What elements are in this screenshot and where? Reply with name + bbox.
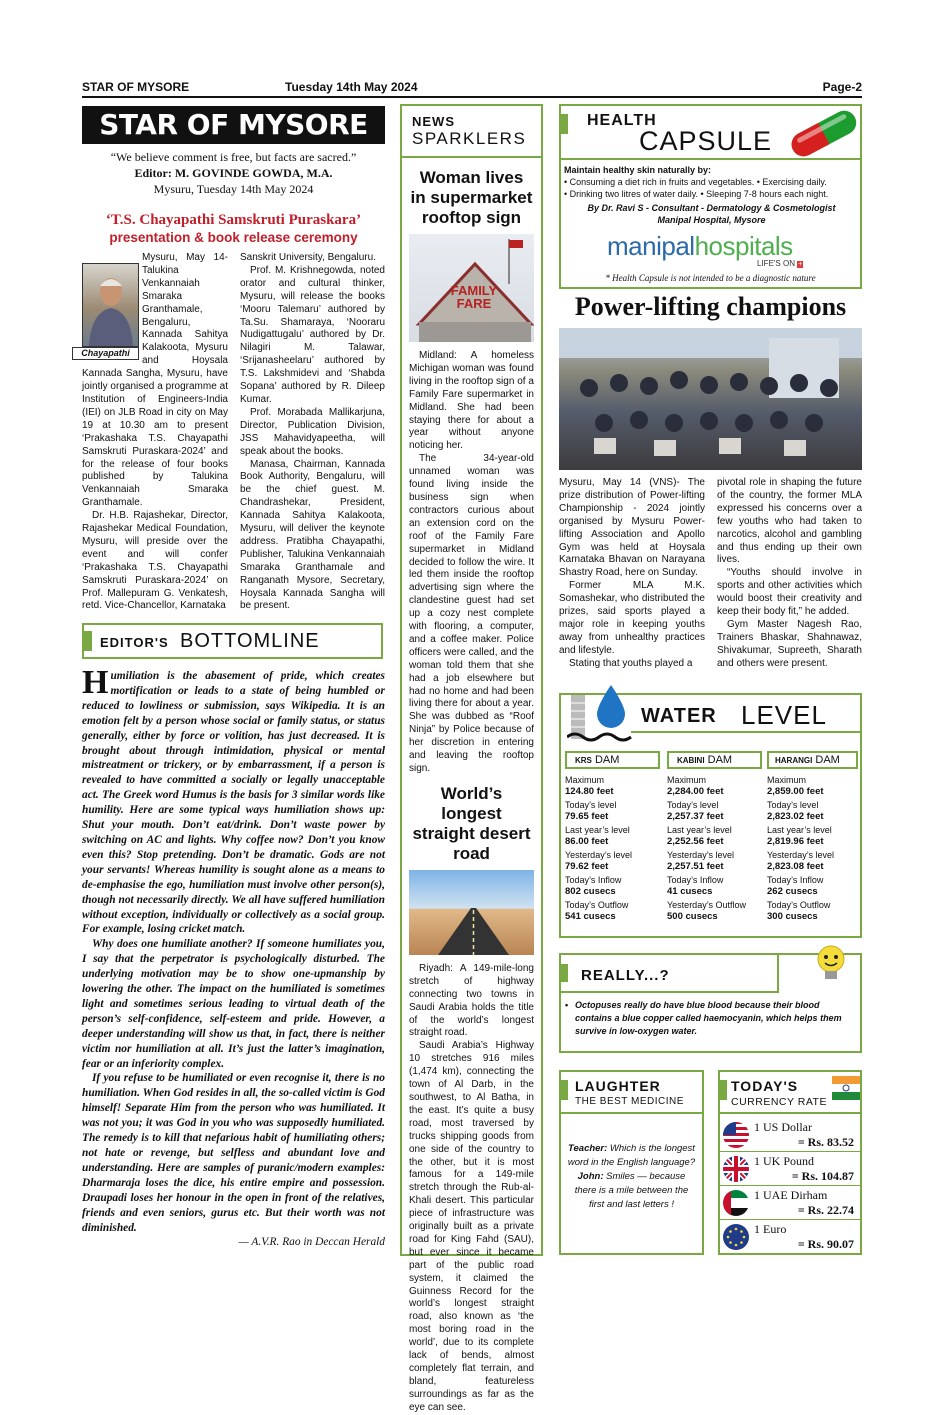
joke-text — [567, 1142, 696, 1212]
water-drop-icon — [567, 679, 637, 749]
manipal-logo — [607, 231, 793, 262]
lightbulb-icon — [811, 943, 851, 987]
water-label: WATER — [641, 705, 717, 727]
dam-column-krs — [565, 751, 660, 922]
article1-para: Sanskrit University, Bengaluru. — [240, 252, 376, 263]
article1-para: Prof. Morabada Mallikarjuna, Director, Publication Division, JSS Mahavidyapeetha, will speak about the books. — [240, 406, 385, 457]
currency-unit: 1 UAE Dirham — [754, 1188, 828, 1202]
editorial-para: umiliation is the abasement of pride, which creates mortification or leads to a state of being humbled or reduced to lowliness or submission, says Wikipedia. It is an emotion felt by a person whose social or family status, or status generally, either by force or volition, has just decreased. It is brought about through intimidation, physical or mental mistreatment or trickery, or by embarrassment, if a person is revealed to have committed a socially or legally unacceptable act. The Greek word Humus is the basis for 3 similar words like humility. Here are some typical ways humiliation shows up: Shut your mouth. Don’t eat/drink. Don’t waste power by switching on AC and lights. Why coffee now? Don’t you know even this? Stop pretending. Don’t be dramatic. Gods are not your servants! Whereas humility is sought alone as a means to de-emphasise the ego, humiliation must involve other person(s), though not necessarily directly. We all have suffered humiliation without exception, individually or collectively as a social group. For example, losing cricket match. — [82, 670, 385, 936]
capsule-label: CAPSULE — [639, 126, 773, 156]
water-level-box — [559, 693, 862, 938]
power-lifting-headline: Power-lifting champions — [574, 292, 847, 321]
news-para: The 34-year-old unnamed woman was found living inside the business sign when contractors curious about an extension cord on the roof of the Family Fare supermarket in Midland decided to follow the wire. It led them inside the rooftop advertising sign where the clandestine guest had set up a cozy nest complete with flooring, a computer, and a coffee maker. Police officers were called, and the woman told them that she had a job elsewhere but had no home and had been living there for about a year. She was dubbed as “Roof Ninja” by Police because of her discretion in entering and leaving the rooftop sign. — [409, 453, 534, 774]
dam-header: HARANGI DAM — [767, 751, 858, 769]
article1-para: Prof. M. Krishnegowda, noted orator and cultural thinker, Mysuru, will release the books ‘Mooru Talemaru’ authored by Ta.Su. Shamaraya, ‘Nooraru Nudigattugalu’ authored by Dr. Nilagiri M. Talawar, ‘Srijanasheelaru’ authored by T.S. Lakshmidevi and ‘Shabda Sopana’ authored by R. Dileep Kumar. — [240, 264, 385, 405]
really-box — [559, 953, 862, 1053]
best-medicine-label: THE BEST MEDICINE — [575, 1096, 684, 1107]
power-para: “Youths should involve in sports and other activities which would boost their creativity and keep their body fit,” he added. — [717, 567, 862, 618]
dam-last: 2,252.56 feet — [667, 836, 724, 847]
eu-flag-icon — [722, 1223, 750, 1251]
header-page-number: Page-2 — [822, 80, 862, 94]
dam-yest: 79.62 feet — [565, 861, 609, 872]
manipal-brand: manipal — [607, 231, 695, 261]
really-label: REALLY...? — [581, 967, 670, 984]
group-photo-illustration — [559, 328, 862, 470]
page-header — [82, 80, 862, 94]
currency-row — [720, 1118, 860, 1152]
currency-rate: = Rs. 22.74 — [797, 1203, 854, 1217]
joke-question: Which is the longest word in the English language? — [567, 1143, 696, 1168]
lifes-on-text: LIFE'S ON — [757, 259, 795, 268]
health-tip: • Consuming a diet rich in fruits and vegetables. • Exercising daily. — [564, 177, 827, 187]
news-story-1 — [402, 350, 541, 776]
headline-line-1: ‘T.S. Chayapathi Samskruti Puraskara’ — [105, 212, 362, 228]
article1-para: Mysuru, May 14- Talukina Venkannaiah Smaraka Granthamale, Bengaluru, Kannada Sahitya Kalakoota, Mysuru and Hoysala Kannada Sangha, Mysuru, have jointly organised a programme at Institution of Engineers-India (IEI) on JLB Road in city on May 19 at 10.30 am to present ‘Prakashaka T.S. Chayapathi Samskruti Puraskara-2024’ and for the release of four books published by Talukina Venkannaiah Smaraka Granthamale. — [82, 252, 228, 509]
header-rule — [82, 96, 862, 98]
currency-list — [720, 1118, 860, 1254]
article-headline — [82, 212, 385, 246]
road-illustration — [409, 870, 534, 955]
news-story-2 — [402, 963, 541, 1415]
editorial-text — [82, 664, 385, 1250]
bottomline-label: BOTTOMLINE — [180, 630, 320, 652]
lifes-on-tag — [757, 259, 803, 268]
editorial-para: If you refuse to be humiliated or even recognise it, there is no humiliation. When God resides in all, the so-called victim is God himself! Separate Him from the person who was humiliated. It was not you; it was God in you who was supposedly humiliated. The remedy is to kill that nefarious habit of humiliating others; not hate or revenge, but selfless and abundant love and understanding. Here are samples of puranic/modern examples: Dharmaraja loses the dice, his entire empire and possession. Draupadi loses her honour in the open in front of the relatives, friends and even seniors, gurus etc. But their worth was not diminished. — [82, 1072, 385, 1234]
dam-values: Maximum 2,284.00 feet Today’s level 2,257.37 feet Last year’s level 2,252.56 feet Yesterday’s level 2,257.51 feet Today’s Inflow 41 cusecs Yesterday’s Outflow 500 cusecs — [667, 775, 762, 922]
currency-box — [718, 1070, 862, 1255]
sign-text: FAMILY FARE — [450, 283, 498, 311]
editors-label: EDITOR'S — [100, 635, 169, 650]
health-tips — [564, 164, 859, 226]
really-fact — [561, 999, 860, 1038]
health-tip: • Drinking two litres of water daily. • Sleeping 7-8 hours each night. — [564, 189, 829, 199]
dam-last: 86.00 feet — [565, 836, 609, 847]
article1-para: Dr. H.B. Rajashekar, Director, Rajashekar Medical Foundation, Mysuru, will preside over the event and will confer ‘Prakashaka T.S. Chayapathi Samskruti Puraskara-2024’ on Prof. Mallepuram G. Venkatesh, retd. Vice-Chancellor, Karnataka — [82, 510, 228, 612]
uk-flag-icon — [722, 1155, 750, 1183]
article1-col2 — [240, 252, 385, 613]
capsule-pill-icon — [783, 108, 863, 160]
power-para: Former MLA M.K. Somashekar, who distributed the prizes, said sports played a major role in keeping youths away from unhealthy practices and lifestyle. — [559, 580, 705, 656]
drop-cap: H — [82, 664, 109, 701]
india-flag-icon — [832, 1076, 860, 1100]
dam-outflow: 541 cusecs — [565, 911, 616, 922]
header-paper-name: STAR OF MYSORE — [82, 80, 190, 94]
news-para: Midland: A homeless Michigan woman was found living in the rooftop sign of a Family Fare supermarket in Midland. She had been staying there for about a year without anyone noticing her. — [409, 350, 534, 452]
health-byline: By Dr. Ravi S - Consultant - Dermatology & Cosmetologist — [587, 203, 836, 213]
joke-answer: Smiles — because there is a mile between the first and last letters ! — [574, 1171, 689, 1210]
dam-header: KRS DAM — [565, 751, 660, 769]
dam-max: 2,284.00 feet — [667, 786, 724, 797]
power-para: Stating that youths played a — [569, 657, 693, 669]
power-col2 — [717, 477, 862, 671]
uae-flag-icon — [722, 1189, 750, 1217]
dam-inflow: 802 cusecs — [565, 886, 616, 897]
dam-last: 2,819.96 feet — [767, 836, 824, 847]
dam-yest: 2,257.51 feet — [667, 861, 724, 872]
header-date: Tuesday 14th May 2024 — [285, 80, 418, 94]
dam-inflow: 41 cusecs — [667, 886, 713, 897]
dam-inflow: 262 cusecs — [767, 886, 818, 897]
currency-unit: 1 Euro — [754, 1222, 787, 1236]
dateline: Mysuru, Tuesday 14th May 2024 — [153, 182, 314, 196]
currency-rate: = Rs. 104.87 — [791, 1169, 854, 1183]
news-headline-1: Woman lives in supermarket rooftop sign — [410, 168, 533, 227]
dam-values: Maximum 124.80 feet Today’s level 79.65 feet Last year’s level 86.00 feet Yesterday’s level 79.62 feet Today’s Inflow 802 cusecs Today’s Outflow 541 cusecs — [565, 775, 660, 922]
dam-outflow: 500 cusecs — [667, 911, 718, 922]
laughter-label: LAUGHTER — [575, 1078, 661, 1094]
editorial-para: Why does one humiliate another? If someone humiliates you, I say that the perpetrator is psychologically disturbed. The underlying motivation may be to show one-upmanship by lowering the other. The impact on the humiliated is sometimes light and sometimes serious leading to virtual death of the person’s self-confidence, self-esteem and pride. However, a deeper understanding will show us that, in fact, there is neither victim nor humiliation at all. It’s just the latter’s imagination, fear or an inferiority complex. — [82, 938, 385, 1070]
dam-column-harangi — [767, 751, 858, 922]
health-disclaimer: * Health Capsule is not intended to be a diagnostic nature — [605, 273, 816, 283]
news-label: NEWS — [412, 114, 455, 129]
dam-today: 79.65 feet — [565, 811, 609, 822]
editorial-credit: — A.V.R. Rao in Deccan Herald — [238, 1236, 385, 1249]
photo-caption: Chayapathi — [72, 347, 139, 360]
dam-today: 2,823.02 feet — [767, 811, 824, 822]
laughter-box — [559, 1070, 704, 1255]
health-byline-hospital: Manipal Hospital, Mysore — [657, 215, 766, 225]
currency-unit: 1 UK Pound — [754, 1154, 815, 1168]
todays-label: TODAY'S — [731, 1078, 799, 1094]
news-headline-2: World’s longest straight desert road — [412, 783, 531, 863]
really-text: Octopuses really do have blue blood because their blood contains a blue copper called haemocyanin, which helps them survive in low-oxygen water. — [575, 1000, 842, 1036]
dam-outflow: 300 cusecs — [767, 911, 818, 922]
currency-rate: = Rs. 83.52 — [797, 1135, 854, 1149]
us-flag-icon — [722, 1121, 750, 1149]
really-header — [559, 955, 779, 993]
health-intro: Maintain healthy skin naturally by: — [564, 165, 712, 175]
dam-column-kabini — [667, 751, 762, 922]
health-label: HEALTH — [587, 112, 657, 129]
news-para: Riyadh: A 149-mile-long stretch of highway connecting two towns in Saudi Arabia holds the title of the world’s longest straight road. — [409, 962, 534, 1039]
masthead-info — [82, 149, 385, 197]
article1-para: Manasa, Chairman, Kannada Book Authority, Bengaluru, will be the chief guest. M. Chandrashekar, President, Kannada Sahitya Kalakoota, Mysuru, will deliver the keynote address. Pratibha Chayapathi, Publisher, Talukina Venkannaiah Smaraka Granthamale and Ranganath Mysore, Secretary, Hoysala Kannada Sangha will be present. — [240, 458, 385, 612]
hospitals-brand: hospitals — [694, 231, 793, 261]
family-fare-sign-photo — [409, 234, 534, 342]
news-para: Saudi Arabia’s Highway 10 stretches 916 miles (1,474 km), connecting the town of Al Darb, in the southwest, to Al Batha, in the east. It’s quite a busy road, most traversed by trucks shipping goods from one side of the country to the other, but it is most famous for a 149-mile stretch through the Rub-al-Khali desert. This particular piece of infrastructure was originally built as a private road for King Fahd (SAU), but ever since it became part of the public road system, it claimed the Guinness Record for the world’s longest straight road, also known as ‘the most boring road in the world’, due to its complete lack of bends, almost completely flat terrain, and bland, featureless surroundings as far as the eye can see. — [409, 1040, 534, 1413]
news-sparklers-header — [402, 106, 541, 156]
currency-rate-label: CURRENCY RATE — [731, 1096, 827, 1108]
power-para: Gym Master Nagesh Rao, Trainers Bhaskar, Shahnawaz, Shivakumar, Supreeth, Sharath and others were present. — [717, 618, 862, 669]
currency-unit: 1 US Dollar — [754, 1120, 812, 1134]
dam-table — [565, 751, 858, 934]
power-para: pivotal role in shaping the future of the country, the former MLA expressed his concerns over a few youths who had taken to narcotics, alcohol and gambling and thus ending up their own lives. — [717, 477, 862, 566]
joke-john: John: — [577, 1171, 604, 1182]
currency-row — [720, 1186, 860, 1220]
motto: “We believe comment is free, but facts are sacred.” — [110, 150, 357, 164]
dam-today: 2,257.37 feet — [667, 811, 724, 822]
plus-icon: + — [798, 261, 803, 268]
joke-teacher: Teacher: — [568, 1143, 608, 1154]
news-sparklers-column — [400, 104, 543, 1413]
currency-row — [720, 1152, 860, 1186]
headline-line-2: presentation & book release ceremony — [109, 230, 358, 245]
dam-header: KABINI DAM — [667, 751, 762, 769]
power-col1 — [559, 477, 705, 671]
editors-bottomline-header — [82, 623, 383, 659]
power-lifting-photo — [559, 328, 862, 470]
masthead: STAR OF MYSORE — [82, 106, 385, 144]
article1-col1 — [82, 252, 228, 613]
editor-line: Editor: M. GOVINDE GOWDA, M.A. — [134, 166, 333, 180]
power-para: Mysuru, May 14 (VNS)- The prize distribution of Power-lifting Championship - 2024 jointly organised by Mysuru Power-lifting Association and Apollo Gym was held at Hoysala Karnataka Bhavan on Narayana Shastry Road, here on Sunday. — [559, 477, 705, 579]
level-label: LEVEL — [741, 700, 827, 730]
sparklers-label: SPARKLERS — [412, 129, 527, 148]
currency-row — [720, 1220, 860, 1254]
dam-values: Maximum 2,859.00 feet Today’s level 2,823.02 feet Last year’s level 2,819.96 feet Yesterday’s level 2,823.08 feet Today’s Inflow 262 cusecs Today’s Outflow 300 cusecs — [767, 775, 858, 922]
dam-max: 2,859.00 feet — [767, 786, 824, 797]
bullet-icon: • — [565, 1000, 569, 1010]
currency-rate: = Rs. 90.07 — [797, 1237, 854, 1251]
dam-yest: 2,823.08 feet — [767, 861, 824, 872]
desert-road-photo — [409, 870, 534, 955]
dam-max: 124.80 feet — [565, 786, 614, 797]
health-capsule-box — [559, 104, 862, 289]
